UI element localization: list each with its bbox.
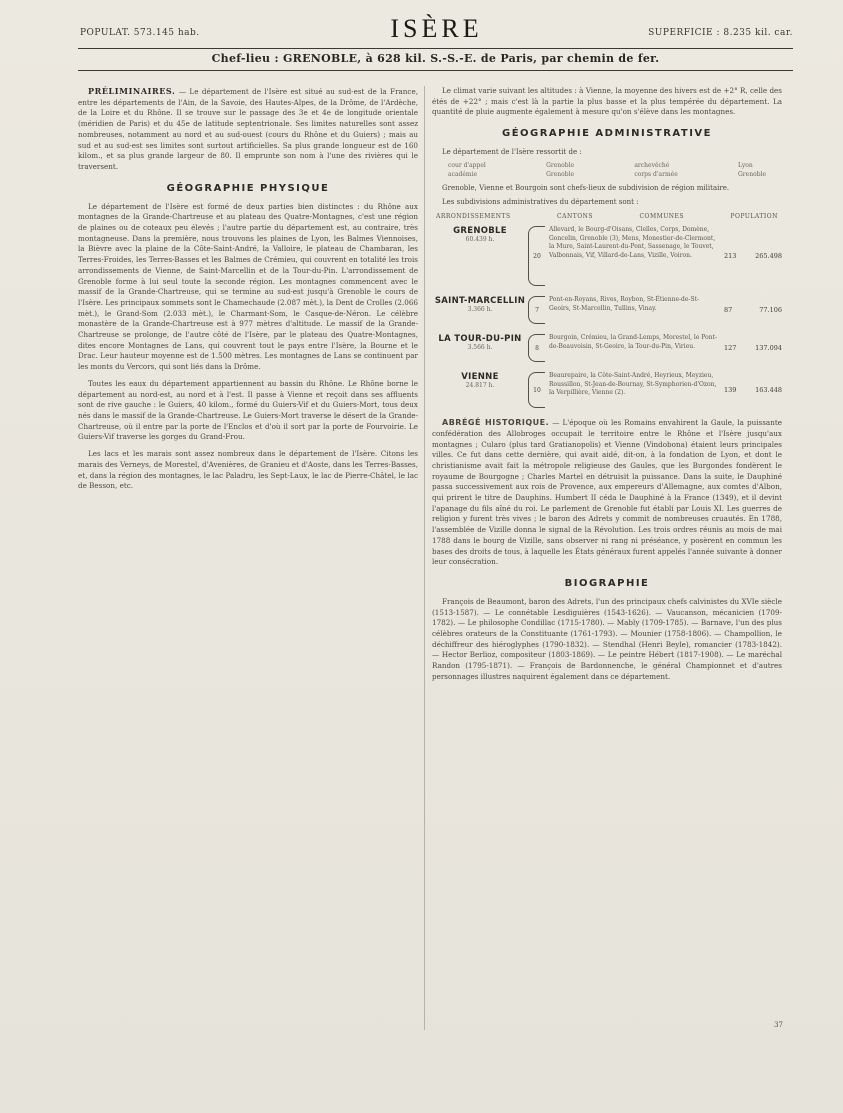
admin-note: Grenoble, Vienne et Bourgoin sont chefs-lieux de subdivision de région militaire. <box>442 184 730 193</box>
arrondissement-hab: 3.366 h. <box>467 306 493 314</box>
jurisdiction-label: académie <box>448 171 478 179</box>
arrondissement-nums <box>724 306 782 314</box>
arrondissement-name: VIENNE <box>461 372 499 383</box>
canton-list: Allevard, le Bourg-d'Oisans, Clelles, Corps, Domène, Goncelin, Grenoble (3), Mens, Monestier-de-Clermont, la Mure, Saint-Laurent-du-Pont, Sassenage, le Touvet, Valbonnais, Vif, Villard-de-Lans, Vizille, Voiron. <box>549 226 716 259</box>
page-title: ISÈRE <box>390 14 483 43</box>
jurisdiction-label: corps d'armée <box>634 171 678 179</box>
biographie-paragraph: François de Beaumont, baron des Adrets, l'un des principaux chefs calvinistes du XVIe siècle (1513-1587). — Le connétable Lesdiguières (1543-1626). — Vaucanson, mécanicien (1709-1782). — Le philosophe Condillac (1715-1780). — Mably (1709-1785). — Barnave, l'un des plus célèbres orateurs de la Constituante (1761-1793). — Mounier (1758-1806). — Champollion, le déchiffreur des hiéroglyphes (1790-1832). — Stendhal (Henri Beyle), romancier (1783-1842). — Hector Berlioz, compositeur (1803-1869). — Le peintre Hébert (1817-1908). — Le maréchal Randon (1795-1871). — François de Bardonnenche, le général Championnet et d'autres personnages illustres naquirent également dans ce département. <box>432 596 782 681</box>
right-column <box>432 86 782 689</box>
arrondissement-nums <box>724 344 782 352</box>
communes-value: 127 <box>724 344 737 353</box>
canton-count: 8 <box>535 344 539 352</box>
canton-brace <box>528 372 545 408</box>
arrondissement-row <box>432 226 782 286</box>
canton-count: 10 <box>533 386 541 394</box>
admin-table-header <box>436 213 778 220</box>
arrondissement-name-cell <box>432 372 528 389</box>
histoire-lead: ABRÉGÉ HISTORIQUE. <box>442 418 550 428</box>
column-divider <box>424 86 425 1030</box>
th-communes: COMMUNES <box>639 213 685 221</box>
header-rule-top <box>78 48 793 49</box>
communes-value: 213 <box>724 252 737 261</box>
jurisdiction-value: Lyon <box>738 162 753 170</box>
arrondissement-name-cell <box>432 226 528 243</box>
jurisdiction-col-4 <box>738 161 766 179</box>
arrondissement-hab: 24.817 h. <box>465 382 495 390</box>
section-heading-biographie: BIOGRAPHIE <box>564 577 650 589</box>
jurisdiction-label: archevêché <box>634 162 670 170</box>
admin-intro: Le département de l'Isère ressortit de : <box>442 148 582 157</box>
section-heading-geo-physique: GÉOGRAPHIE PHYSIQUE <box>166 182 330 194</box>
communes-value: 139 <box>724 386 737 395</box>
arrondissement-row <box>432 334 782 362</box>
geo-physique-paragraph-1: Le département de l'Isère est formé de deux parties bien distinctes : du Rhône aux montagnes de la Grande-Chartreuse et au plateau des Quatre-Montagnes, c'est une région de plaines ou de coteaux peu élevés ; l'autre partie du département est, au contraire, très montagneuse. Dans la première, nous trouvons les plaines de Lyon, les Balmes Viennoises, la Bièvre avec la plaine de la Côte-Saint-André, la Valloire, le plateau de Chambaran, les Terres-Froides, les Terres-Basses et les Balmes de Crémieu, qui couvrent en totalité les trois arrondissements de Vienne, de Saint-Marcellin et de la Tour-du-Pin. L'arrondissement de Grenoble forme à lui seul toute la seconde région. Les montagnes commencent avec le massif de la Grande-Chartreuse, qui se termine au sud-est jusqu'à Grenoble le cours de l'Isère. Les principaux sommets sont le Chamechaude (2.087 mèt.), la Dent de Crolles (2.066 mèt.), le Grand-Som (2.033 mèt.), le Charmant-Som, le Casque-de-Néron. Le célèbre monastère de la Grande-Chartreuse est à 977 mètres d'altitude. Le massif de la Grande-Chartreuse se prolonge, de l'autre côté de l'Isère, par le plateau des Quatre-Montagnes, dites encore Montagnes de Lans, qui couvrent tout le pays entre l'Isère, la Bourne et le Drac. Leur hauteur moyenne est de 1.500 mètres. Les montagnes de Lans se continuent par les monts du Vercors, qui sont liés dans la Drôme. <box>78 201 418 372</box>
header <box>80 14 793 48</box>
arrondissement-name: LA TOUR-DU-PIN <box>438 334 522 345</box>
canton-count: 7 <box>535 306 539 314</box>
jurisdiction-label: cour d'appel <box>448 162 486 170</box>
canton-brace <box>528 226 545 286</box>
geo-physique-paragraph-2: Toutes les eaux du département appartiennent au bassin du Rhône. Le Rhône borne le département au nord-est, au nord et à l'est. Il passe à Vienne et reçoit dans ses affluents sont de rive gauche : le Guiers, 40 kilom., formé du Guiers-Vif et du Guiers-Mort, tous deux nés dans le massif de la Grande-Chartreuse. Le Guiers-Mort traverse le désert de la Grande-Chartreuse, où il entre par la porte de l'Enclos et d'où il sort par la porte de Fourvoirie. Le Guiers-Vif traverse les gorges du Grand-Frou. <box>78 378 418 442</box>
population-label: POPULAT. 573.145 hab. <box>80 28 200 38</box>
canton-brace <box>528 296 545 324</box>
arrondissement-row <box>432 372 782 408</box>
header-rule-bottom <box>78 70 793 71</box>
jurisdiction-value: Grenoble <box>738 171 766 179</box>
arrondissement-name-cell <box>432 296 528 313</box>
arrondissement-name: GRENOBLE <box>453 226 507 237</box>
subtitle: Chef-lieu : GRENOBLE, à 628 kil. S.-S.-E. de Paris, par chemin de fer. <box>211 52 660 65</box>
jurisdiction-col-1 <box>448 161 486 179</box>
population-value: 77.106 <box>759 306 782 315</box>
climat-paragraph: Le climat varie suivant les altitudes : à Vienne, la moyenne des hivers est de +2° R, celle des étés de +22° ; mais c'est là la partie la plus basse et la plus tempérée du département. La quantité de pluie augmente également à mesure qu'on s'élève dans les montagnes. <box>432 86 782 117</box>
admin-jurisdictions <box>448 161 766 179</box>
jurisdiction-col-2 <box>546 161 574 179</box>
arrondissement-nums <box>724 386 782 394</box>
superficie-label: SUPERFICIE : 8.235 kil. car. <box>648 28 793 38</box>
jurisdiction-value: Grenoble <box>546 162 575 170</box>
histoire-text: — L'époque où les Romains envahirent la Gaule, la puissante confédération des Allobroges occupait le territoire entre le Rhône et l'Isère jusqu'aux montagnes ; Cularo (plus tard Gratianopolis) et Vienne (Vindobona) étaient leurs principales villes. Ce fut dans cette dernière, qui avait aidé, dit-on, à la fondation de Lyon, et dont le christianisme avait fait la métropole religieuse des Gaules, que les Burgondes fondèrent le royaume de Bourgogne ; Charles Martel en détruisit la puissance. Dans la suite, le Dauphiné passa successivement aux rois de Provence, aux empereurs d'Allemagne, aux comtes d'Albon, qui prirent le titre de Dauphins. Humbert II céda le Dauphiné à la France (1349), et il devint l'apanage du fils aîné du roi. Le parlement de Grenoble fut établi par Louis XI. Les guerres de religion y furent très vives ; le baron des Adrets y commit de nombreuses cruautés. En 1788, l'assemblée de Vizille donna le signal de la Révolution. Les trois ordres réunis au mois de mai 1788 dans le bourg de Vizille, sans observer ni rang ni préséance, y posèrent en commun les bases des droits de tous, à laquelle les États généraux furent appelés l'année suivante à donner leur consécration. <box>432 418 782 567</box>
population-value: 137.094 <box>755 344 782 353</box>
canton-list: Pont-en-Royans, Rives, Roybon, St-Étienne-de-St-Geoirs, St-Marcellin, Tullins, Vinay. <box>549 296 700 312</box>
arrondissement-nums <box>724 252 782 260</box>
jurisdiction-col-3 <box>634 161 677 179</box>
population-value: 265.498 <box>755 252 782 261</box>
arrondissement-hab: 3.566 h. <box>467 344 493 352</box>
preliminaires-text: — Le département de l'Isère est situé au sud-est de la France, entre les départements de l'Ain, de la Savoie, des Hautes-Alpes, de la Drôme, de l'Ardèche, de la Loire et du Rhône. Il se trouve sur le passage des 3e et 4e de longitude orientale (méridien de Paris) et du 45e de latitude septentrionale. Ses limites naturelles sont assez nombreuses, notamment au nord et au sud-ouest (cours du Rhône et du Guiers) ; mais au sud et au sud-est ses limites sont surtout artificielles. Sa plus grande longueur est de 160 kilom., et sa plus grande largeur de 80. Il emprunte son nom à l'une des rivières qui le traversent. <box>78 87 418 171</box>
canton-list: Beaurepaire, la Côte-Saint-André, Heyrieux, Meyzieu, Roussillon, St-Jean-de-Bournay, St-Symphorien-d'Ozon, la Verpillière, Vienne (2). <box>549 372 717 397</box>
th-arrondissements: ARRONDISSEMENTS <box>436 213 511 221</box>
canton-count: 20 <box>533 252 541 260</box>
preliminaires-paragraph <box>78 86 418 173</box>
arrondissement-name-cell <box>432 334 528 351</box>
preliminaires-lead: PRÉLIMINAIRES. <box>88 86 176 96</box>
arrondissement-row <box>432 296 782 324</box>
geo-physique-paragraph-3: Les lacs et les marais sont assez nombreux dans le département de l'Isère. Citons les marais des Verneys, de Morestel, d'Avenières, de Granieu et d'Aoste, dans les Terres-Basses, et, dans la région des montagnes, le lac Paladru, les Sept-Laux, le lac de Pierre-Châtel, le lac de Besson, etc. <box>78 449 418 491</box>
arrondissement-hab: 60.439 h. <box>465 236 495 244</box>
left-column <box>78 86 418 498</box>
histoire-paragraph <box>432 418 782 568</box>
page-number: 37 <box>774 1021 783 1029</box>
section-heading-geo-admin: GÉOGRAPHIE ADMINISTRATIVE <box>501 128 713 140</box>
population-value: 163.448 <box>755 386 782 395</box>
th-cantons: CANTONS <box>557 213 594 221</box>
arrondissement-name: SAINT-MARCELLIN <box>434 296 526 307</box>
jurisdiction-value: Grenoble <box>546 171 575 179</box>
admin-note-2: Les subdivisions administratives du département sont : <box>442 198 639 207</box>
th-population: POPULATION <box>730 213 778 221</box>
canton-brace <box>528 334 545 362</box>
canton-list: Bourgoin, Crémieu, la Grand-Lemps, Morestel, le Pont-de-Beauvoisin, St-Geoire, la Tour-du-Pin, Virieu. <box>549 334 718 350</box>
communes-value: 87 <box>724 306 733 315</box>
